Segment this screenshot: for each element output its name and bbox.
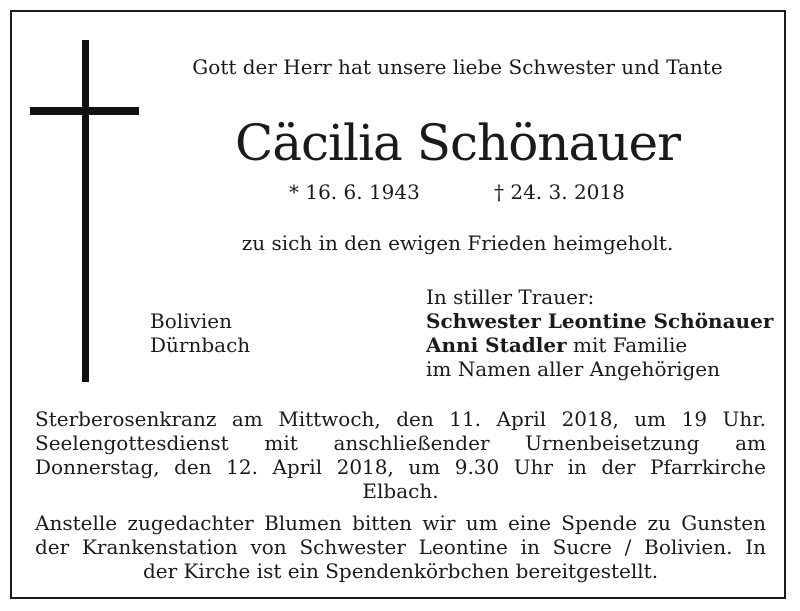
donation-line-2: der Krankenstation von Schwester Leontine in Sucre / Bolivien. In	[35, 535, 766, 559]
cross-icon	[82, 40, 89, 382]
deceased-name: Cäcilia Schönauer	[234, 114, 680, 172]
birth-date: * 16. 6. 1943	[289, 180, 420, 204]
services-line-1: Sterberosenkranz am Mittwoch, den 11. April 2018, um 19 Uhr.	[35, 407, 766, 431]
services-line-3: Donnerstag, den 12. April 2018, um 9.30 Uhr in der Pfarrkirche	[35, 455, 766, 479]
place-duernbach: Dürnbach	[150, 333, 251, 357]
mourners-heading: In stiller Trauer:	[426, 285, 595, 309]
mourner-leontine: Schwester Leontine Schönauer	[426, 309, 774, 333]
services-line-4: Elbach.	[362, 479, 439, 503]
donation-paragraph	[35, 511, 766, 583]
place-bolivien: Bolivien	[150, 309, 232, 333]
services-paragraph	[35, 407, 766, 503]
intro-text: Gott der Herr hat unsere liebe Schwester und Tante	[192, 55, 723, 79]
mourner-anni-rest: mit Familie	[566, 333, 688, 357]
services-line-2: Seelengottesdienst mit anschließender Urnenbeisetzung am	[35, 431, 766, 455]
donation-line-3: der Kirche ist ein Spendenkörbchen bereitgestellt.	[142, 559, 659, 583]
mourner-anni	[426, 333, 687, 357]
donation-line-1: Anstelle zugedachter Blumen bitten wir um eine Spende zu Gunsten	[35, 511, 766, 535]
death-date: † 24. 3. 2018	[494, 180, 625, 204]
mourner-anni-name: Anni Stadler	[426, 333, 567, 357]
mourners-relatives: im Namen aller Angehörigen	[426, 357, 721, 381]
homecoming-text: zu sich in den ewigen Frieden heimgeholt.	[241, 231, 674, 255]
